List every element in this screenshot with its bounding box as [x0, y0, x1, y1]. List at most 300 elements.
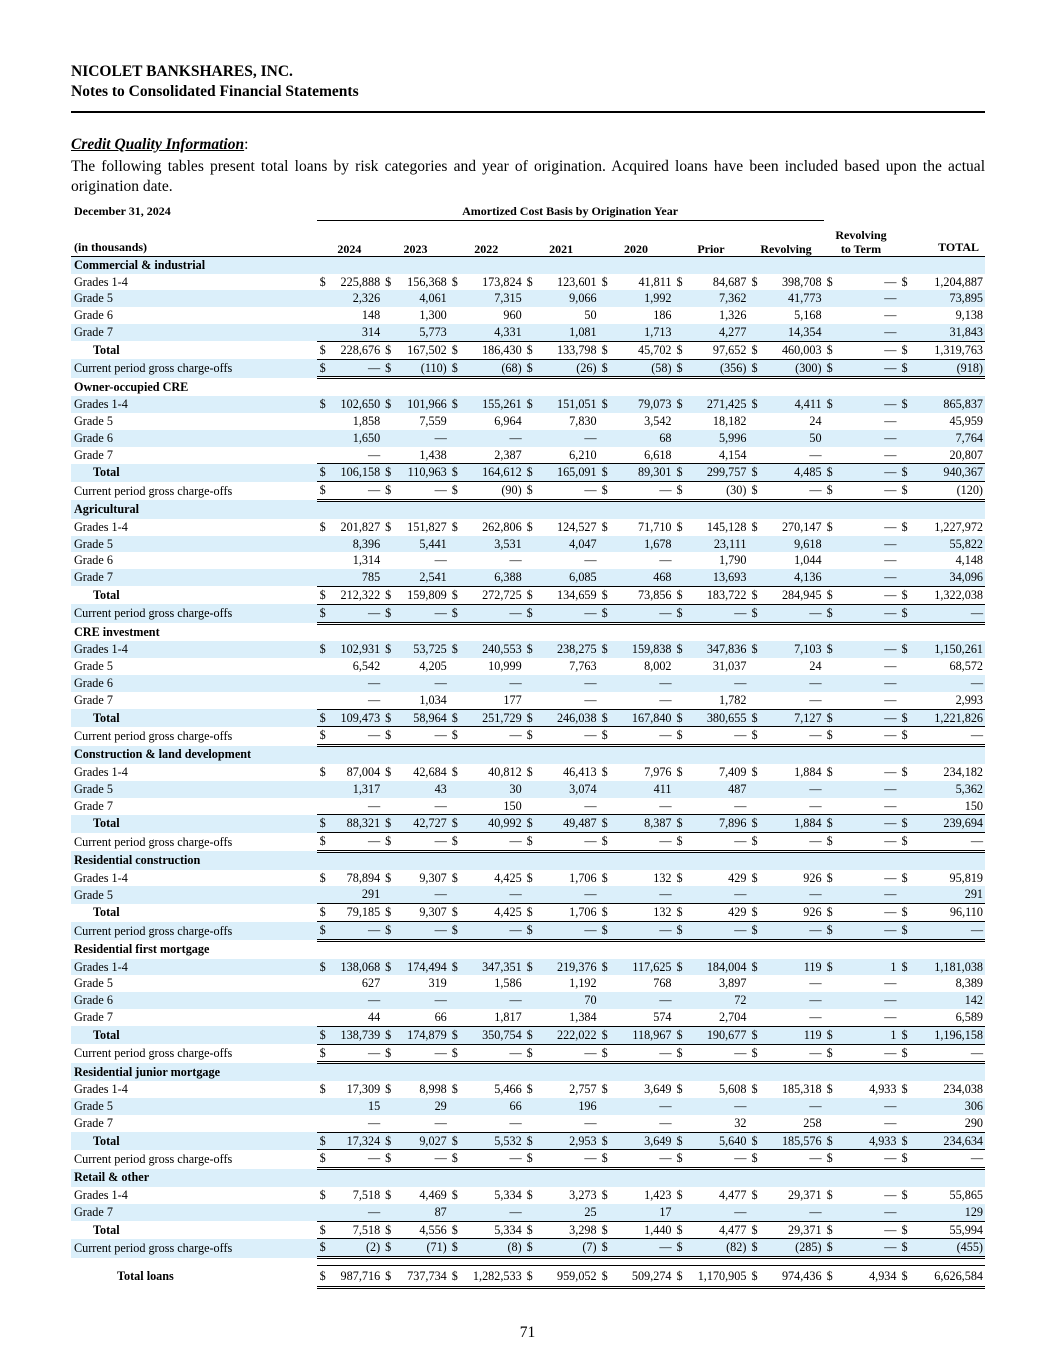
currency-symbol: $: [824, 1239, 839, 1258]
currency-symbol: $: [524, 641, 539, 658]
cell-value: —: [688, 1044, 748, 1063]
currency-symbol: [748, 886, 763, 903]
currency-symbol: $: [449, 586, 464, 604]
cell-value: 119: [763, 1026, 824, 1044]
currency-symbol: $: [524, 1044, 539, 1063]
currency-symbol: [317, 447, 332, 464]
currency-symbol: [317, 536, 332, 553]
currency-symbol: [674, 781, 689, 798]
currency-symbol: [824, 290, 839, 307]
currency-symbol: $: [748, 833, 763, 852]
cell-value: —: [809, 798, 822, 813]
charge-off-row: [71, 359, 985, 378]
currency-symbol: [449, 692, 464, 709]
cell-value: 138,068: [331, 959, 382, 976]
cell-value: 1,081: [538, 324, 598, 341]
currency-symbol: [382, 447, 397, 464]
cell-value: —: [584, 798, 597, 813]
row-label: Grade 5: [74, 659, 113, 674]
currency-symbol: $: [676, 274, 683, 289]
cell-value: —: [688, 1098, 748, 1115]
cell-value: —: [763, 1044, 824, 1063]
cell-value: 1,317: [331, 781, 382, 798]
cell-value: —: [838, 1098, 898, 1115]
currency-symbol: [382, 1009, 397, 1026]
cell-value: 129: [913, 1204, 985, 1221]
cell-value: (30): [688, 482, 748, 501]
cell-value: 53,725: [397, 641, 449, 658]
currency-symbol: [824, 675, 839, 692]
currency-symbol: [382, 658, 397, 675]
section-filler: [317, 256, 985, 273]
cell-value: 4,477: [688, 1221, 748, 1239]
cell-value: 70: [538, 992, 598, 1009]
currency-symbol: $: [449, 922, 464, 941]
row-label: Grade 7: [71, 569, 317, 586]
cell-value: 4,154: [719, 447, 747, 462]
cell-value: (71): [397, 1239, 449, 1258]
cell-value: 5,466: [494, 1082, 522, 1097]
currency-symbol: $: [748, 604, 763, 623]
cell-value: 291: [331, 886, 382, 903]
section-filler: [317, 623, 985, 641]
cell-value: 238,275: [538, 641, 598, 658]
table-row: [71, 519, 985, 536]
currency-symbol: [898, 1204, 913, 1221]
cell-value: —: [613, 992, 673, 1009]
cell-value: 167,840: [613, 709, 673, 727]
row-label: Grade 7: [74, 798, 113, 813]
currency-symbol: $: [674, 727, 689, 746]
cell-value: 7,315: [463, 290, 523, 307]
currency-symbol: [674, 675, 689, 692]
currency-symbol: $: [382, 1221, 397, 1239]
currency-symbol: $: [599, 1026, 614, 1044]
currency-symbol: $: [382, 1044, 397, 1063]
currency-symbol: $: [601, 764, 608, 779]
cell-value: 1,300: [419, 308, 447, 323]
section-title: Agricultural: [71, 500, 317, 518]
currency-symbol: $: [748, 904, 763, 922]
cell-value: —: [884, 764, 897, 779]
cell-value: 1,034: [419, 692, 447, 707]
currency-symbol: $: [748, 482, 763, 501]
cell-value: 2,993: [955, 692, 983, 707]
cell-value: 87: [397, 1204, 449, 1221]
currency-symbol: $: [748, 464, 763, 482]
currency-symbol: [898, 992, 913, 1009]
currency-symbol: $: [319, 764, 326, 779]
cell-value: —: [397, 675, 449, 692]
currency-symbol: [599, 692, 614, 709]
cell-value: 101,966: [397, 396, 449, 413]
currency-symbol: $: [824, 586, 839, 604]
currency-symbol: [599, 975, 614, 992]
currency-symbol: $: [524, 922, 539, 941]
currency-symbol: $: [449, 396, 464, 413]
currency-symbol: [524, 658, 539, 675]
currency-symbol: $: [451, 519, 458, 534]
currency-symbol: $: [317, 359, 332, 378]
cell-value: 15: [331, 1098, 382, 1115]
currency-symbol: [824, 324, 839, 341]
currency-symbol: [898, 569, 913, 586]
currency-symbol: [824, 992, 839, 1009]
cell-value: 234,182: [943, 764, 983, 779]
currency-symbol: [524, 886, 539, 903]
currency-symbol: $: [826, 1188, 833, 1203]
currency-symbol: [824, 692, 839, 709]
cell-value: 9,066: [538, 290, 598, 307]
cell-value: 2,704: [719, 1010, 747, 1025]
cell-value: —: [463, 1150, 523, 1169]
currency-symbol: [449, 290, 464, 307]
currency-symbol: [449, 1115, 464, 1132]
cell-value: 50: [584, 308, 597, 323]
cell-value: —: [538, 1044, 598, 1063]
cell-value: 1,713: [613, 324, 673, 341]
row-label: Grade 7: [71, 324, 317, 341]
row-label: Grades 1-4: [74, 764, 128, 779]
section-header-row: [71, 1063, 985, 1081]
currency-symbol: $: [382, 1266, 397, 1288]
cell-value: —: [838, 324, 898, 341]
cell-value: —: [913, 1044, 985, 1063]
section-header-row: [71, 256, 985, 273]
currency-symbol: [317, 290, 332, 307]
row-label: Current period gross charge-offs: [74, 728, 233, 743]
cell-value: 737,734: [397, 1266, 449, 1288]
currency-symbol: [824, 552, 839, 569]
cell-value: —: [434, 553, 447, 568]
currency-symbol: $: [524, 709, 539, 727]
currency-symbol: [824, 1098, 839, 1115]
currency-symbol: [382, 569, 397, 586]
currency-symbol: $: [317, 727, 332, 746]
cell-value: 29,371: [788, 1188, 822, 1203]
cell-value: —: [331, 992, 382, 1009]
cell-value: 5,168: [794, 308, 822, 323]
currency-symbol: $: [674, 709, 689, 727]
cell-value: 1,438: [419, 447, 447, 462]
table-row: [71, 274, 985, 291]
currency-symbol: $: [674, 359, 689, 378]
currency-symbol: [317, 1204, 332, 1221]
cell-value: 212,322: [331, 586, 382, 604]
cell-value: (285): [763, 1239, 824, 1258]
currency-symbol: $: [449, 959, 464, 976]
currency-symbol: [898, 1098, 913, 1115]
section-title: Residential junior mortgage: [71, 1063, 317, 1081]
currency-symbol: [898, 675, 913, 692]
table-row: [71, 324, 985, 341]
cell-value: 68: [613, 430, 673, 447]
col-rtt-line1: Revolving: [835, 227, 887, 242]
cell-value: —: [913, 604, 985, 623]
cell-value: 23,111: [688, 536, 748, 553]
cell-value: 73,895: [913, 290, 985, 307]
currency-symbol: $: [317, 1150, 332, 1169]
currency-symbol: [317, 430, 332, 447]
currency-symbol: [824, 798, 839, 815]
charge-off-row: [71, 922, 985, 941]
row-label: Grade 5: [71, 886, 317, 903]
row-label: Total loans: [117, 1269, 174, 1284]
cell-value: 124,527: [556, 519, 597, 534]
currency-symbol: [674, 307, 689, 324]
cell-value: 4,425: [463, 904, 523, 922]
currency-symbol: [317, 692, 332, 709]
cell-value: 14,354: [763, 324, 824, 341]
col-2020: 2020: [599, 220, 674, 256]
currency-symbol: $: [674, 833, 689, 852]
currency-symbol: [674, 447, 689, 464]
cell-value: —: [884, 1188, 897, 1203]
cell-value: 50: [763, 430, 824, 447]
currency-symbol: [449, 569, 464, 586]
cell-value: 3,298: [538, 1221, 598, 1239]
section-title: [71, 136, 248, 154]
currency-symbol: $: [748, 341, 763, 359]
cell-value: 32: [734, 1115, 747, 1130]
cell-value: 1,858: [352, 413, 381, 428]
row-label: Grades 1-4: [71, 396, 317, 413]
section-filler: [317, 378, 985, 396]
currency-symbol: [674, 536, 689, 553]
currency-symbol: $: [824, 396, 839, 413]
currency-symbol: [824, 886, 839, 903]
cell-value: 2,326: [331, 290, 382, 307]
col-rtt-line2: to Term: [840, 241, 882, 256]
currency-symbol: [599, 658, 614, 675]
cell-value: —: [884, 1115, 897, 1130]
cell-value: 347,351: [463, 959, 523, 976]
currency-symbol: $: [317, 959, 332, 976]
currency-symbol: $: [317, 1221, 332, 1239]
cell-value: 1,790: [719, 553, 747, 568]
currency-symbol: [382, 992, 397, 1009]
cell-value: 7,764: [913, 430, 985, 447]
cell-value: —: [397, 1150, 449, 1169]
currency-symbol: $: [748, 586, 763, 604]
cell-value: 4,061: [397, 290, 449, 307]
total-row: [71, 1026, 985, 1044]
currency-symbol: [898, 536, 913, 553]
cell-value: —: [397, 604, 449, 623]
currency-symbol: [748, 692, 763, 709]
header-divider: [71, 111, 985, 113]
currency-symbol: [748, 569, 763, 586]
currency-symbol: [748, 1098, 763, 1115]
currency-symbol: $: [901, 274, 908, 289]
cell-value: —: [509, 553, 522, 568]
cell-value: 574: [653, 1010, 672, 1025]
cell-value: —: [613, 922, 673, 941]
cell-value: (110): [397, 359, 449, 378]
currency-symbol: $: [824, 1026, 839, 1044]
currency-symbol: $: [317, 1266, 332, 1288]
cell-value: —: [838, 675, 898, 692]
cell-value: 44: [367, 1010, 381, 1025]
currency-symbol: $: [824, 341, 839, 359]
currency-symbol: [524, 552, 539, 569]
cell-value: 31,843: [913, 324, 985, 341]
cell-value: 7,409: [719, 764, 747, 779]
total-row: [71, 904, 985, 922]
currency-symbol: $: [599, 1132, 614, 1150]
cell-value: 960: [503, 308, 522, 323]
currency-symbol: $: [751, 274, 758, 289]
cell-value: —: [838, 833, 898, 852]
cell-value: 347,836: [688, 641, 748, 658]
currency-symbol: [898, 886, 913, 903]
currency-symbol: $: [382, 727, 397, 746]
currency-symbol: $: [449, 1221, 464, 1239]
currency-symbol: [674, 975, 689, 992]
currency-symbol: [674, 1098, 689, 1115]
row-label: Grades 1-4: [74, 274, 128, 289]
cell-value: 234,634: [913, 1132, 985, 1150]
cell-value: 1,423: [644, 1188, 672, 1203]
currency-symbol: $: [901, 1082, 908, 1097]
currency-symbol: $: [449, 464, 464, 482]
currency-symbol: $: [898, 641, 913, 658]
currency-symbol: $: [317, 904, 332, 922]
cell-value: —: [884, 274, 897, 289]
cell-value: 926: [803, 870, 822, 885]
currency-symbol: [449, 430, 464, 447]
table-row: [71, 552, 985, 569]
row-label: Current period gross charge-offs: [74, 1151, 233, 1166]
cell-value: 306: [913, 1098, 985, 1115]
cell-value: —: [838, 604, 898, 623]
currency-symbol: $: [599, 359, 614, 378]
currency-symbol: $: [748, 922, 763, 941]
cell-value: 164,612: [463, 464, 523, 482]
currency-symbol: [524, 1115, 539, 1132]
section-title: Residential first mortgage: [74, 942, 210, 957]
currency-symbol: $: [319, 870, 326, 885]
cell-value: —: [838, 464, 898, 482]
table-row: [71, 675, 985, 692]
currency-symbol: [898, 975, 913, 992]
currency-symbol: $: [526, 519, 533, 534]
currency-symbol: $: [824, 1132, 839, 1150]
currency-symbol: [898, 307, 913, 324]
currency-symbol: [317, 975, 332, 992]
currency-symbol: [382, 413, 397, 430]
cell-value: 1,319,763: [913, 341, 985, 359]
row-label: Grade 7: [74, 447, 113, 462]
cell-value: 3,897: [719, 976, 747, 991]
cell-value: 1,440: [613, 1221, 673, 1239]
currency-symbol: $: [674, 482, 689, 501]
currency-symbol: $: [449, 1026, 464, 1044]
cell-value: 4,148: [955, 553, 983, 568]
cell-value: 4,485: [763, 464, 824, 482]
cell-value: —: [763, 675, 824, 692]
cell-value: 1,884: [763, 815, 824, 833]
section-header-row: [71, 851, 985, 869]
currency-symbol: $: [824, 641, 839, 658]
cell-value: 95,819: [949, 870, 983, 885]
cell-value: 186: [653, 308, 672, 323]
section-filler: [317, 1063, 985, 1081]
cell-value: —: [838, 359, 898, 378]
cell-value: 7,896: [688, 815, 748, 833]
currency-symbol: $: [898, 922, 913, 941]
cell-value: 133,798: [538, 341, 598, 359]
cell-value: 165,091: [538, 464, 598, 482]
currency-symbol: $: [826, 274, 833, 289]
currency-symbol: $: [674, 396, 689, 413]
cell-value: 4,331: [463, 324, 523, 341]
currency-symbol: $: [451, 1188, 458, 1203]
cell-value: 4,933: [838, 1132, 898, 1150]
currency-symbol: [524, 675, 539, 692]
currency-symbol: $: [599, 1150, 614, 1169]
currency-symbol: [524, 307, 539, 324]
currency-symbol: $: [674, 1266, 689, 1288]
cell-value: —: [688, 886, 748, 903]
row-label: Total: [71, 1026, 317, 1044]
currency-symbol: [898, 324, 913, 341]
cell-value: 1,227,972: [934, 519, 983, 534]
cell-value: —: [688, 604, 748, 623]
cell-value: 196: [538, 1098, 598, 1115]
currency-symbol: $: [748, 1266, 763, 1288]
cell-value: 201,827: [340, 519, 381, 534]
cell-value: 959,052: [538, 1266, 598, 1288]
cell-value: 2,541: [397, 569, 449, 586]
row-label: Current period gross charge-offs: [71, 604, 317, 623]
table-row: [71, 992, 985, 1009]
cell-value: 9,138: [955, 308, 983, 323]
currency-symbol: $: [524, 1150, 539, 1169]
currency-symbol: [449, 1204, 464, 1221]
currency-symbol: $: [748, 1132, 763, 1150]
cell-value: 1: [838, 1026, 898, 1044]
row-label: Grade 7: [71, 1204, 317, 1221]
currency-symbol: $: [826, 764, 833, 779]
cell-value: 7,362: [688, 290, 748, 307]
currency-symbol: $: [751, 1082, 758, 1097]
table-row: [71, 536, 985, 553]
cell-value: 8,998: [419, 1082, 447, 1097]
currency-symbol: [382, 975, 397, 992]
currency-symbol: [599, 569, 614, 586]
currency-symbol: $: [898, 1026, 913, 1044]
currency-symbol: [524, 975, 539, 992]
currency-symbol: $: [898, 604, 913, 623]
cell-value: 2,757: [569, 1082, 597, 1097]
currency-symbol: $: [826, 870, 833, 885]
cell-value: 6,589: [955, 1010, 983, 1025]
cell-value: —: [763, 833, 824, 852]
currency-symbol: $: [748, 1239, 763, 1258]
cell-value: —: [538, 675, 598, 692]
cell-value: 1,192: [569, 976, 597, 991]
cell-value: 1,044: [794, 553, 822, 568]
cell-value: —: [331, 1150, 382, 1169]
currency-symbol: $: [826, 1082, 833, 1097]
currency-symbol: [748, 307, 763, 324]
currency-symbol: $: [599, 482, 614, 501]
cell-value: 97,652: [688, 341, 748, 359]
cell-value: 940,367: [913, 464, 985, 482]
cell-value: 5,334: [463, 1221, 523, 1239]
row-label: Grade 6: [71, 992, 317, 1009]
